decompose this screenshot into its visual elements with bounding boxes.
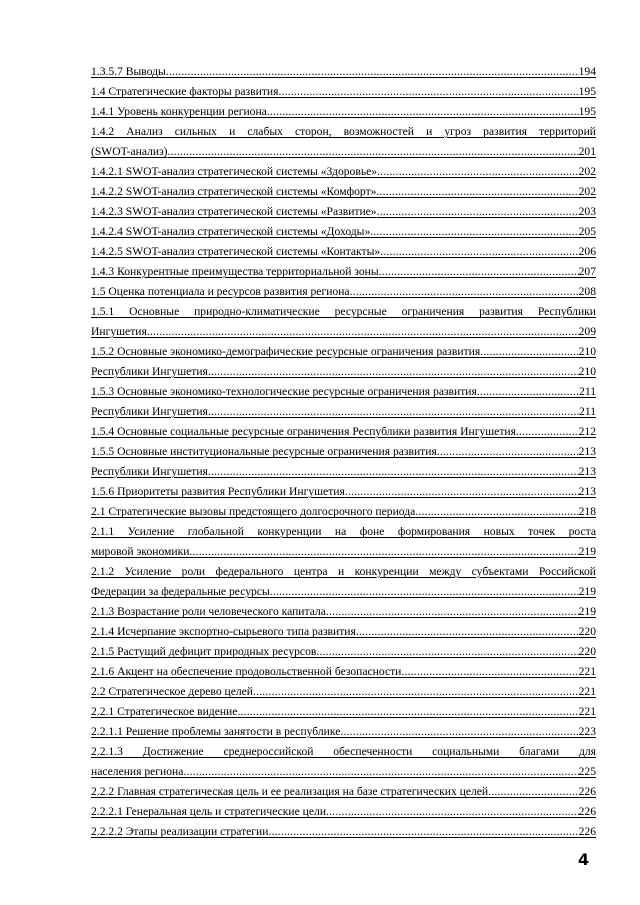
toc-entry-title: 1.4.2.5 SWOT-анализ стратегической системы «Контакты»: [91, 245, 381, 258]
toc-entry-line: [91, 222, 596, 242]
toc-entry-title: 1.5.4 Основные социальные ресурсные ограничения Республики развития Ингушетия: [91, 425, 516, 438]
toc-entry-line: [91, 322, 596, 342]
toc-entry-title: 1.4.3 Конкурентные преимущества территориальной зоны: [91, 265, 379, 278]
dot-leader: [278, 82, 578, 102]
dot-leader: [267, 102, 579, 122]
toc-entry[interactable]: [91, 382, 596, 402]
toc-entry[interactable]: [91, 122, 596, 162]
toc-entry-title: мировой экономики: [91, 545, 190, 558]
toc-entry-title: 1.5.2 Основные экономико-демографические ресурсные ограничения развития: [91, 345, 481, 358]
toc-entry[interactable]: [91, 662, 596, 682]
toc-entry-title: 1.5.5 Основные институциональные ресурсные ограничения развития: [91, 445, 437, 458]
toc-entry-title: 1.5.3 Основные экономико-технологические ресурсные ограничения развития: [91, 385, 477, 398]
toc-entry-title-line: 2.2.1.3 Достижение среднероссийской обеспеченности социальными благами для: [91, 745, 596, 758]
page-number: 4: [578, 850, 591, 869]
dot-leader: [268, 822, 578, 842]
toc-entry[interactable]: [91, 502, 596, 522]
toc-entry-page: 213: [578, 465, 596, 478]
toc-entry-title: 1.5.6 Приоритеты развития Республики Ингушетия: [91, 485, 345, 498]
toc-entry-title: 1.3.5.7 Выводы: [91, 65, 166, 78]
toc-entry[interactable]: [91, 62, 596, 82]
toc-entry-line: [91, 102, 596, 122]
toc-entry-page: 201: [578, 145, 596, 158]
dot-leader: [401, 662, 578, 682]
dot-leader: [340, 722, 578, 742]
toc-entry-line: [91, 422, 596, 442]
dot-leader: [326, 602, 579, 622]
toc-entry-title: населения региона: [91, 765, 184, 778]
toc-entry[interactable]: [91, 262, 596, 282]
dot-leader: [166, 62, 579, 82]
toc-entry[interactable]: [91, 702, 596, 722]
toc-entry-page: 207: [578, 265, 596, 278]
toc-entry[interactable]: [91, 202, 596, 222]
toc-entry-title: 2.2.2.2 Этапы реализации стратегии: [91, 825, 269, 838]
dot-leader: [376, 182, 578, 202]
toc-entry[interactable]: [91, 682, 596, 702]
toc-entry-line: [91, 462, 596, 482]
toc-entry-line: [91, 82, 596, 102]
toc-entry-title-line: 1.4.2 Анализ сильных и слабых сторон, возможностей и угроз развития территорий: [91, 125, 596, 138]
toc-entry-line: [91, 542, 596, 562]
toc-entry-title: 1.4.2.1 SWOT-анализ стратегической системы «Здоровье»: [91, 165, 378, 178]
toc-entry-line: [91, 142, 596, 162]
dot-leader: [237, 702, 578, 722]
toc-entry-line: [91, 342, 596, 362]
toc-entry[interactable]: [91, 222, 596, 242]
toc-entry-line: [91, 602, 596, 622]
toc-entry[interactable]: [91, 302, 596, 342]
toc-entry-page: 219: [578, 605, 596, 618]
toc-entry[interactable]: [91, 602, 596, 622]
toc-entry-line: [91, 722, 596, 742]
toc-entry-title: 2.2.2 Главная стратегическая цель и ее реализация на базе стратегических целей: [91, 785, 489, 798]
dot-leader: [516, 422, 579, 442]
toc-entry-title: 2.1.4 Исчерпание экспортно-сырьевого типа развития: [91, 625, 356, 638]
toc-entry-page: 226: [578, 785, 596, 798]
toc-entry-line: [91, 482, 596, 502]
toc-entry[interactable]: [91, 362, 596, 382]
toc-entry-line: [91, 582, 596, 602]
toc-entry[interactable]: [91, 722, 596, 742]
toc-entry[interactable]: [91, 422, 596, 442]
toc-entry-page: 194: [578, 65, 596, 78]
toc-entry-line: [91, 682, 596, 702]
toc-entry-line: [91, 362, 596, 382]
toc-entry[interactable]: [91, 162, 596, 182]
toc-entry-page: 226: [578, 825, 596, 838]
toc-entry[interactable]: [91, 282, 596, 302]
toc-entry-line: [91, 182, 596, 202]
dot-leader: [189, 542, 578, 562]
toc-entry-line: [91, 822, 596, 842]
toc-entry[interactable]: [91, 242, 596, 262]
toc-entry[interactable]: [91, 782, 596, 802]
toc-entry-page: 203: [578, 205, 596, 218]
dot-leader: [437, 442, 579, 462]
dot-leader: [477, 382, 579, 402]
dot-leader: [208, 462, 579, 482]
toc-entry-title-line: 1.5.1 Основные природно-климатические ресурсные ограничения развития Республики: [91, 305, 596, 318]
toc-entry-title: 2.2.1.1 Решение проблемы занятости в республике: [91, 725, 341, 738]
toc-entry[interactable]: [91, 102, 596, 122]
toc-entry-title: 2.1.6 Акцент на обеспечение продовольственной безопасности: [91, 665, 402, 678]
toc-entry[interactable]: [91, 182, 596, 202]
toc-entry-title: 1.4 Стратегические факторы развития: [91, 85, 279, 98]
dot-leader: [253, 682, 579, 702]
dot-leader: [370, 222, 578, 242]
toc-entry-line: [91, 262, 596, 282]
toc-entry-line: [91, 402, 596, 422]
toc-entry-page: 213: [578, 445, 596, 458]
toc-entry-page: 210: [578, 365, 596, 378]
toc-entry-page: 225: [578, 765, 596, 778]
toc-entry-page: 211: [579, 385, 596, 398]
toc-entry-page: 213: [578, 485, 596, 498]
toc-entry[interactable]: [91, 482, 596, 502]
toc-entry-title: Республики Ингушетия: [91, 405, 208, 418]
dot-leader: [183, 762, 578, 782]
toc-entry-page: 195: [578, 85, 596, 98]
toc-entry-line: [91, 622, 596, 642]
toc-entry-line: [91, 282, 596, 302]
toc-entry-line: [91, 702, 596, 722]
toc-entry-title: 2.1.5 Растущий дефицит природных ресурсов: [91, 645, 317, 658]
toc-entry-title: 2.1 Стратегические вызовы предстоящего долгосрочного периода: [91, 505, 416, 518]
dot-leader: [208, 362, 579, 382]
toc-entry-title-line: 2.1.1 Усиление глобальной конкуренции на фоне формирования новых точек роста: [91, 525, 596, 538]
dot-leader: [377, 202, 579, 222]
toc-entry-line: [91, 802, 596, 822]
toc-entry-page: 220: [578, 625, 596, 638]
toc-entry-line: [91, 502, 596, 522]
toc-entry-title: Ингушетия: [91, 325, 147, 338]
toc-entry-page: 218: [578, 505, 596, 518]
toc-entry-page: 212: [578, 425, 596, 438]
toc-entry[interactable]: [91, 82, 596, 102]
toc-entry-page: 208: [578, 285, 596, 298]
toc-entry-line: [91, 642, 596, 662]
toc-entry-line: [91, 242, 596, 262]
toc-entry-page: 219: [578, 545, 596, 558]
dot-leader: [379, 262, 579, 282]
toc-entry-title: 2.2.1 Стратегическое видение: [91, 705, 238, 718]
toc-entry-title: (SWOT-анализ): [91, 145, 168, 158]
toc-entry-title: Федерации за федеральные ресурсы: [91, 585, 270, 598]
dot-leader: [316, 642, 578, 662]
toc-entry-line: [91, 382, 596, 402]
toc-entry-line: [91, 762, 596, 782]
toc-entry[interactable]: [91, 742, 596, 782]
toc-entry-page: 206: [578, 245, 596, 258]
dot-leader: [350, 282, 579, 302]
dot-leader: [345, 482, 579, 502]
toc-entry[interactable]: [91, 822, 596, 842]
toc-entry[interactable]: [91, 462, 596, 482]
toc-entry[interactable]: [91, 642, 596, 662]
toc-entry-line: [91, 62, 596, 82]
toc-entry-page: 210: [578, 345, 596, 358]
toc-entry-title: 2.2 Стратегическое дерево целей: [91, 685, 253, 698]
toc-entry-line: [91, 162, 596, 182]
toc-entry-title: 2.1.3 Возрастание роли человеческого капитала: [91, 605, 326, 618]
dot-leader: [377, 162, 579, 182]
toc-entry-page: 220: [578, 645, 596, 658]
toc-entry-page: 221: [578, 685, 596, 698]
toc-entry-page: 223: [578, 725, 596, 738]
dot-leader: [208, 402, 579, 422]
dot-leader: [415, 502, 578, 522]
toc-entry-page: 195: [578, 105, 596, 118]
toc-entry[interactable]: [91, 562, 596, 602]
dot-leader: [356, 622, 579, 642]
toc-entry-page: 221: [578, 665, 596, 678]
dot-leader: [488, 782, 578, 802]
toc-entry-page: 205: [578, 225, 596, 238]
toc-entry-line: [91, 782, 596, 802]
toc-entry[interactable]: [91, 342, 596, 362]
toc-entry-page: 202: [578, 165, 596, 178]
toc-entry-page: 209: [578, 325, 596, 338]
toc-entry-page: 202: [578, 185, 596, 198]
toc-entry-page: 219: [578, 585, 596, 598]
dot-leader: [270, 582, 579, 602]
table-of-contents: [91, 62, 596, 842]
toc-entry[interactable]: [91, 442, 596, 462]
toc-entry-title: 2.2.2.1 Генеральная цель и стратегические цели: [91, 805, 327, 818]
toc-entry-page: 226: [578, 805, 596, 818]
toc-entry-title: 1.4.2.3 SWOT-анализ стратегической системы «Развитие»: [91, 205, 377, 218]
toc-entry-title: 1.4.2.2 SWOT-анализ стратегической системы «Комфорт»: [91, 185, 377, 198]
toc-entry[interactable]: [91, 522, 596, 562]
toc-entry-title-line: 2.1.2 Усиление роли федерального центра и конкуренции между субъектами Российской: [91, 565, 596, 578]
toc-entry-page: 221: [578, 705, 596, 718]
toc-entry-title: Республики Ингушетия: [91, 465, 208, 478]
toc-entry-line: [91, 662, 596, 682]
dot-leader: [380, 242, 578, 262]
toc-entry-title: 1.5 Оценка потенциала и ресурсов развития региона: [91, 285, 350, 298]
dot-leader: [480, 342, 578, 362]
toc-entry[interactable]: [91, 622, 596, 642]
dot-leader: [147, 322, 579, 342]
toc-entry-title: Республики Ингушетия: [91, 365, 208, 378]
dot-leader: [326, 802, 579, 822]
toc-entry-title: 1.4.1 Уровень конкуренции региона: [91, 105, 267, 118]
toc-entry[interactable]: [91, 402, 596, 422]
toc-entry[interactable]: [91, 802, 596, 822]
toc-entry-line: [91, 442, 596, 462]
toc-entry-page: 211: [579, 405, 596, 418]
toc-entry-title: 1.4.2.4 SWOT-анализ стратегической системы «Доходы»: [91, 225, 371, 238]
toc-entry-line: [91, 202, 596, 222]
dot-leader: [168, 142, 579, 162]
